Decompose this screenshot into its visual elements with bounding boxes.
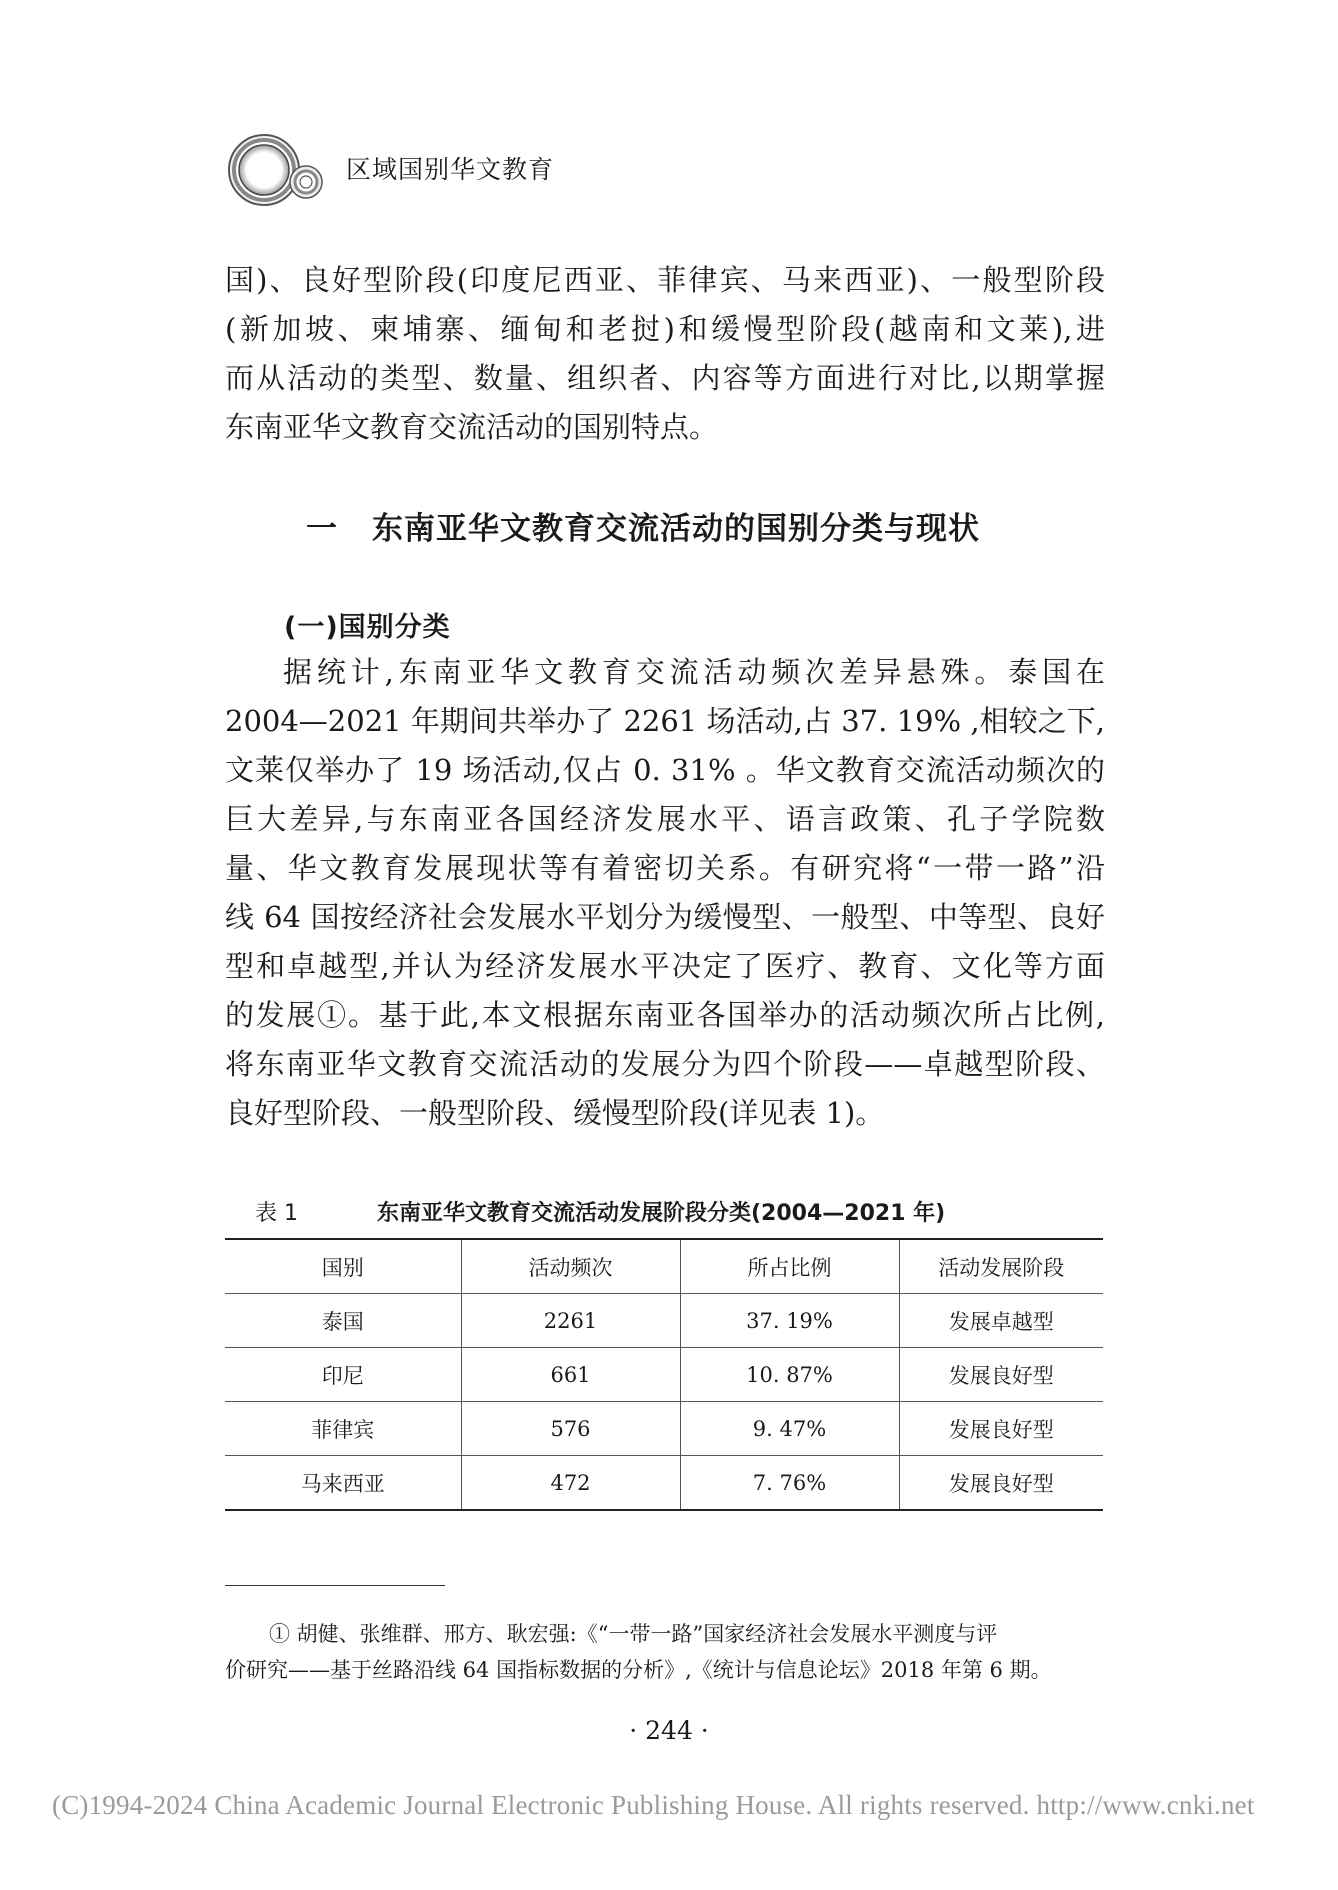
- circles-logo-icon: [228, 130, 340, 210]
- paragraph-line: 文莱仅举办了 19 场活动,仅占 0. 31% 。华文教育交流活动频次的: [225, 753, 1105, 787]
- table-cell: 菲律宾: [225, 1402, 461, 1456]
- header-title: 区域国别华文教育: [346, 155, 555, 184]
- table-header-cell: 活动频次: [461, 1239, 680, 1294]
- table-cell: 576: [461, 1402, 680, 1456]
- paragraph-line: 据统计,东南亚华文教育交流活动频次差异悬殊。泰国在: [283, 655, 1105, 689]
- subsection-heading: (一)国别分类: [284, 612, 451, 643]
- footnote: [225, 1616, 1105, 1688]
- paragraph-line: 巨大差异,与东南亚各国经济发展水平、语言政策、孔子学院数: [225, 802, 1105, 836]
- table-cell: 661: [461, 1348, 680, 1402]
- section-title: 东南亚华文教育交流活动的国别分类与现状: [372, 511, 980, 547]
- intro-line: 而从活动的类型、数量、组织者、内容等方面进行对比,以期掌握: [225, 361, 1105, 395]
- stage-classification-table: [225, 1238, 1103, 1511]
- table-caption: [255, 1196, 1015, 1227]
- section-number: 一: [306, 511, 338, 547]
- table-row: [225, 1294, 1103, 1348]
- table-row: [225, 1456, 1103, 1511]
- table-header-cell: 所占比例: [680, 1239, 899, 1294]
- table-cell: 发展卓越型: [899, 1294, 1103, 1348]
- table-cell: 马来西亚: [225, 1456, 461, 1511]
- running-header: [228, 130, 928, 210]
- section-heading: [306, 503, 980, 548]
- paragraph-line: 的发展①。基于此,本文根据东南亚各国举办的活动频次所占比例,: [225, 998, 1105, 1032]
- paragraph-line: 2004—2021 年期间共举办了 2261 场活动,占 37. 19% ,相较之下,: [225, 704, 1105, 738]
- intro-line: 国)、良好型阶段(印度尼西亚、菲律宾、马来西亚)、一般型阶段: [225, 263, 1105, 297]
- footnote-line: ① 胡健、张维群、邢方、耿宏强:《“一带一路”国家经济社会发展水平测度与评: [269, 1622, 998, 1646]
- table-cell: 2261: [461, 1294, 680, 1348]
- table-header-row: [225, 1239, 1103, 1294]
- table-cell: 泰国: [225, 1294, 461, 1348]
- intro-line: (新加坡、柬埔寨、缅甸和老挝)和缓慢型阶段(越南和文莱),进: [225, 312, 1105, 346]
- table-cell: 472: [461, 1456, 680, 1511]
- table-row: [225, 1402, 1103, 1456]
- body-paragraph: [225, 648, 1105, 1138]
- copyright-notice: (C)1994-2024 China Academic Journal Electronic Publishing House. All rights reserved. http://www.cnki.net: [52, 1790, 1255, 1820]
- table-header-cell: 国别: [225, 1239, 461, 1294]
- intro-line: 东南亚华文教育交流活动的国别特点。: [225, 410, 719, 444]
- paragraph-line: 线 64 国按经济社会发展水平划分为缓慢型、一般型、中等型、良好: [225, 900, 1105, 934]
- page-number: · 244 ·: [629, 1716, 709, 1745]
- paragraph-line: 将东南亚华文教育交流活动的发展分为四个阶段——卓越型阶段、: [225, 1047, 1105, 1081]
- paragraph-line: 良好型阶段、一般型阶段、缓慢型阶段(详见表 1)。: [225, 1096, 885, 1130]
- footnote-divider: [225, 1585, 445, 1586]
- table-row: [225, 1348, 1103, 1402]
- table-cell: 印尼: [225, 1348, 461, 1402]
- table-cell: 发展良好型: [899, 1402, 1103, 1456]
- footnote-line: 价研究——基于丝路沿线 64 国指标数据的分析》,《统计与信息论坛》2018 年第 6 期。: [225, 1658, 1052, 1682]
- table-cell: 7. 76%: [680, 1456, 899, 1511]
- table-cell: 10. 87%: [680, 1348, 899, 1402]
- table-cell: 发展良好型: [899, 1348, 1103, 1402]
- intro-paragraph: [225, 256, 1105, 452]
- table-header-cell: 活动发展阶段: [899, 1239, 1103, 1294]
- table-label: 表 1: [255, 1201, 298, 1226]
- table-cell: 9. 47%: [680, 1402, 899, 1456]
- table-cell: 37. 19%: [680, 1294, 899, 1348]
- table-cell: 发展良好型: [899, 1456, 1103, 1511]
- paragraph-line: 型和卓越型,并认为经济发展水平决定了医疗、教育、文化等方面: [225, 949, 1105, 983]
- paragraph-line: 量、华文教育发展现状等有着密切关系。有研究将“一带一路”沿: [225, 851, 1105, 885]
- table-title: 东南亚华文教育交流活动发展阶段分类(2004—2021 年): [377, 1201, 946, 1226]
